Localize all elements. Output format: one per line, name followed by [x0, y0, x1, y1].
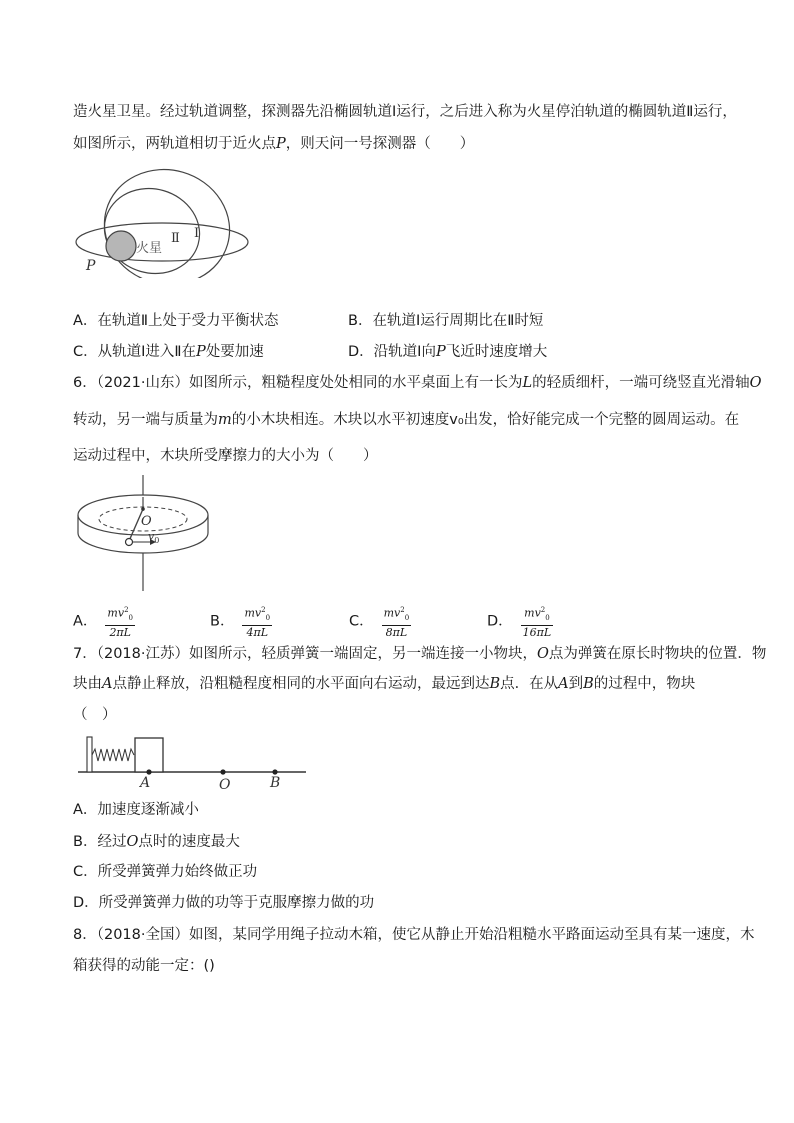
q5-stem-line-2: 如图所示，两轨道相切于近火点P，则天问一号探测器（ ） [73, 136, 475, 152]
point-p-label: P [86, 258, 96, 274]
point-o-label: O [219, 777, 231, 793]
q8-stem-line-1: 8．（2018·全国）如图，某同学用绳子拉动木箱，使它从静止开始沿粗糙水平路面运动至具有某一速度，木 [73, 927, 755, 943]
q7-stem-line-3: （ ） [73, 707, 117, 723]
q7-spring-figure [78, 735, 310, 793]
q5-option-a[interactable]: A．在轨道Ⅱ上处于受力平衡状态 [73, 313, 279, 329]
orbit-1-label: Ⅰ [194, 226, 200, 241]
fraction: $\frac{mv^2_0}{2\pi L}$ [107, 606, 134, 639]
q5-orbit-figure [70, 160, 260, 278]
q6-option-b[interactable]: B． $\frac{mv^2_0}{4\pi L}$ [210, 606, 271, 639]
mars-label: 火星 [136, 241, 163, 256]
q7-stem-line-1: 7．（2018·江苏）如图所示，轻质弹簧一端固定，另一端连接一小物块，O点为弹簧在原长时物块的位置．物 [73, 646, 767, 662]
q5-stem-line-1: 造火星卫星。经过轨道调整，探测器先沿椭圆轨道Ⅰ运行，之后进入称为火星停泊轨道的椭圆轨道Ⅱ运行， [73, 104, 737, 120]
fraction: $\frac{mv^2_0}{8\pi L}$ [383, 606, 410, 639]
q6-stem-line-1: 6．（2021·山东）如图所示，粗糙程度处处相同的水平桌面上有一长为L的轻质细杆，一端可绕竖直光滑轴O [73, 375, 762, 391]
q8-stem-line-2: 箱获得的动能一定：() [73, 958, 215, 974]
orbit-2-ellipse [94, 177, 209, 278]
spring [92, 749, 134, 761]
point-a-label: A [140, 775, 151, 791]
q7-option-a[interactable]: A．加速度逐渐减小 [73, 802, 199, 818]
fraction: $\frac{mv^2_0}{16\pi L}$ [522, 606, 552, 639]
q7-option-c[interactable]: C．所受弹簧弹力始终做正功 [73, 864, 258, 880]
q7-stem-line-2: 块由A点静止释放，沿粗糙程度相同的水平面向右运动，最远到达B点．在从A到B的过程中，物块 [73, 676, 696, 692]
block [135, 738, 163, 772]
axis-o-label: O [141, 514, 152, 529]
orbit-1-ellipse [91, 160, 244, 278]
q6-option-a[interactable]: A． $\frac{mv^2_0}{2\pi L}$ [73, 606, 134, 639]
velocity-label: $v_0$ [148, 530, 160, 545]
q6-stem-line-2: 转动，另一端与质量为m的小木块相连。木块以水平初速度v₀出发，恰好能完成一个完整的圆周运动。在 [73, 412, 740, 428]
q5-option-d[interactable]: D．沿轨道Ⅰ向P飞近时速度增大 [348, 344, 548, 360]
q6-stem-line-3: 运动过程中，木块所受摩擦力的大小为（ ） [73, 448, 378, 464]
q5-option-c[interactable]: C．从轨道Ⅰ进入Ⅱ在P处要加速 [73, 344, 264, 360]
block [126, 539, 133, 546]
point-b-label: B [270, 775, 281, 791]
mars-planet [106, 231, 136, 261]
q6-option-c[interactable]: C． $\frac{mv^2_0}{8\pi L}$ [349, 606, 410, 639]
orbit-2-label: Ⅱ [171, 231, 180, 246]
q6-disc-figure [70, 475, 220, 593]
q6-option-d[interactable]: D． $\frac{mv^2_0}{16\pi L}$ [487, 606, 552, 639]
q7-option-d[interactable]: D．所受弹簧弹力做的功等于克服摩擦力做的功 [73, 895, 375, 911]
q5-option-b[interactable]: B．在轨道Ⅰ运行周期比在Ⅱ时短 [348, 313, 544, 329]
q7-option-b[interactable]: B．经过O点时的速度最大 [73, 834, 240, 850]
fraction: $\frac{mv^2_0}{4\pi L}$ [244, 606, 271, 639]
